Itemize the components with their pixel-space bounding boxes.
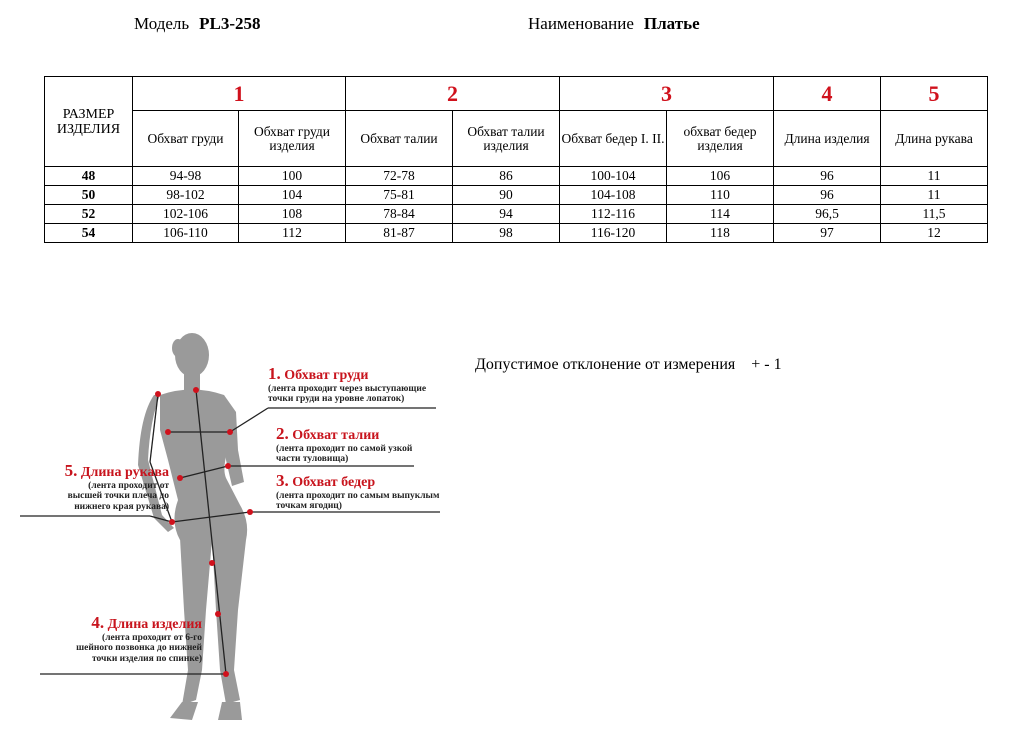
column-header: Обхват груди [133,111,239,167]
tolerance-note [475,356,782,374]
table-cell: 102-106 [133,205,239,224]
column-header: Обхват бедер I. II. [560,111,667,167]
annotation-title: Длина рукава [80,465,169,480]
table-cell: 116-120 [560,224,667,243]
annotation-title: Обхват талии [292,428,380,443]
table-cell: 11 [881,186,988,205]
annotation-number: 2. [276,424,289,443]
table-cell: 11,5 [881,205,988,224]
table-cell: 72-78 [346,167,453,186]
table-cell: 104 [239,186,346,205]
column-header: Длина рукава [881,111,988,167]
table-cell: 110 [667,186,774,205]
annotation-title: Обхват груди [284,368,369,383]
size-cell: 48 [45,167,133,186]
model-value: PL3-258 [199,14,261,33]
table-cell: 98-102 [133,186,239,205]
size-column-header: РАЗМЕР ИЗДЕЛИЯ [45,77,133,167]
group-header-3: 3 [560,77,774,111]
table-cell: 112 [239,224,346,243]
annotation-hips [276,472,439,512]
column-header: обхват бедер изделия [667,111,774,167]
table-cell: 104-108 [560,186,667,205]
annotation-chest [268,365,426,405]
size-table [44,76,988,243]
annotation-desc: части туловища) [276,454,349,465]
table-cell: 96 [774,167,881,186]
annotation-desc: высшей точки плеча до [67,491,169,502]
product-name-header [528,14,700,34]
table-cell: 118 [667,224,774,243]
tolerance-value: + - 1 [751,356,782,373]
table-cell: 11 [881,167,988,186]
annotation-desc: шейного позвонка до нижней [76,643,202,654]
annotation-desc: (лента проходит от [88,480,169,491]
group-header-1: 1 [133,77,346,111]
table-cell: 97 [774,224,881,243]
annotation-desc: (лента проходит по самым выпуклым [276,490,440,501]
table-cell: 81-87 [346,224,453,243]
column-header: Обхват талии [346,111,453,167]
table-cell: 106 [667,167,774,186]
annotation-number: 5. [64,461,78,480]
column-header: Длина изделия [774,111,881,167]
annotation-title: Длина изделия [107,617,202,632]
annotation-sleeve [24,462,169,512]
table-cell: 12 [881,224,988,243]
model-label: Модель [134,14,190,33]
table-row [45,186,988,205]
column-header: Обхват талии изделия [453,111,560,167]
annotation-desc: точки груди на уровне лопаток) [268,394,405,405]
group-header-4: 4 [774,77,881,111]
group-header-5: 5 [881,77,988,111]
annotation-number: 4. [91,613,105,632]
annotation-desc: (лента проходит через выступающие [268,383,427,394]
table-cell: 86 [453,167,560,186]
annotation-title: Обхват бедер [292,475,376,490]
table-cell: 106-110 [133,224,239,243]
annotation-desc: точки изделия по спинке) [91,653,202,664]
tolerance-label: Допустимое отклонение от измерения [475,356,736,373]
table-cell: 100 [239,167,346,186]
table-cell: 75-81 [346,186,453,205]
table-cell: 108 [239,205,346,224]
table-row [45,167,988,186]
size-cell: 50 [45,186,133,205]
table-cell: 112-116 [560,205,667,224]
size-cell: 54 [45,224,133,243]
model-header [134,14,261,34]
group-header-2: 2 [346,77,560,111]
table-cell: 114 [667,205,774,224]
table-cell: 96,5 [774,205,881,224]
annotation-desc: (лента проходит по самой узкой [276,443,413,454]
annotation-desc: нижнего края рукава) [74,501,169,512]
table-cell: 96 [774,186,881,205]
column-header: Обхват груди изделия [239,111,346,167]
product-name-label: Наименование [528,14,634,33]
product-name-value: Платье [643,14,700,33]
table-row [45,224,988,243]
table-cell: 98 [453,224,560,243]
size-cell: 52 [45,205,133,224]
annotation-number: 1. [268,364,281,383]
annotation-desc: точкам ягодиц) [276,501,342,512]
table-cell: 90 [453,186,560,205]
table-cell: 94-98 [133,167,239,186]
annotation-number: 3. [276,471,289,490]
table-cell: 78-84 [346,205,453,224]
annotation-desc: (лента проходит от 6-го [102,632,202,643]
table-cell: 94 [453,205,560,224]
annotation-length [62,614,202,664]
table-row [45,205,988,224]
annotation-waist [276,425,412,465]
table-cell: 100-104 [560,167,667,186]
